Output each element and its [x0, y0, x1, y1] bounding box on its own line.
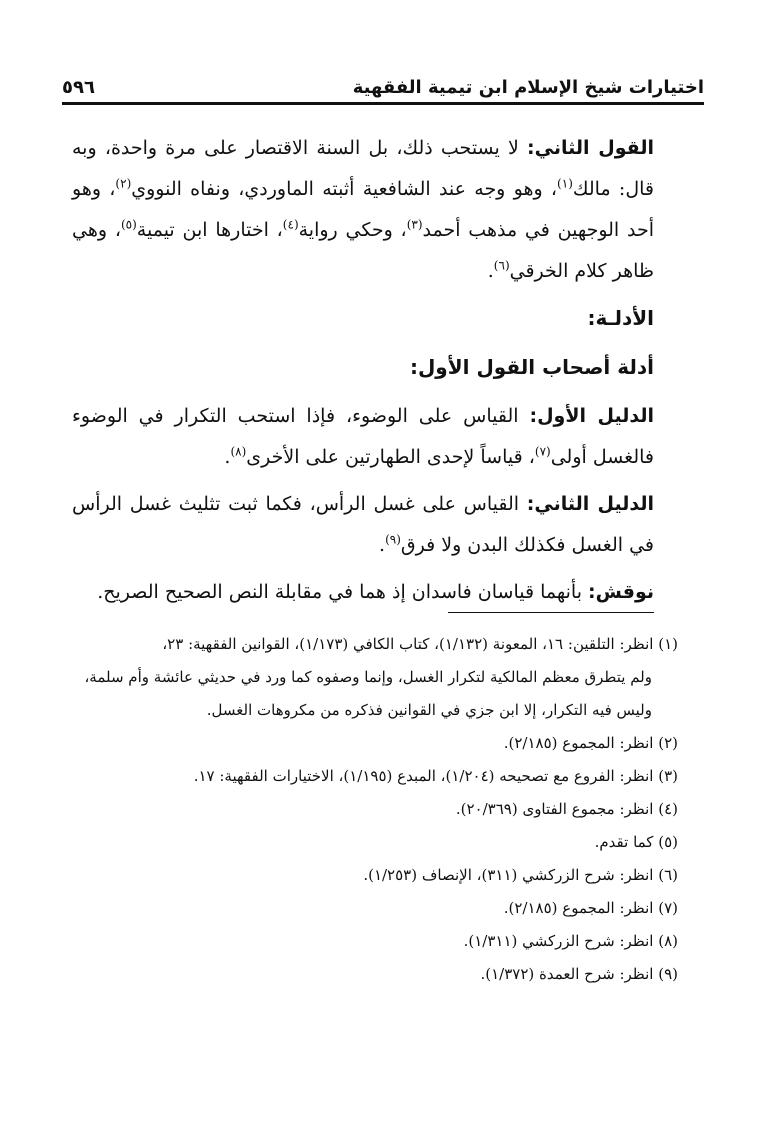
paragraph-label: الدليل الثاني:	[526, 493, 655, 515]
paragraph-label: نوقش:	[588, 581, 654, 603]
footnote-ref: (٧)	[534, 444, 551, 459]
footnote-line: (٣) انظر: الفروع مع تصحيحه (١/٢٠٤)، المبدع (١/١٩٥)، الاختيارات الفقهية: ١٧.	[193, 767, 678, 785]
footnote-line: (٦) انظر: شرح الزركشي (٣١١)، الإنصاف (١/٢٥٣).	[363, 866, 678, 884]
paragraph-text: لا يستحب ذلك، بل السنة الاقتصار على مرة واحدة، وبه قال: مالك	[72, 137, 654, 200]
footnote-line: وليس فيه التكرار، إلا ابن جزي في القوانين فذكره من مكروهات الغسل.	[206, 701, 652, 719]
footnote-line: ولم يتطرق معظم المالكية لتكرار الغسل، وإنما وصفوه كما ورد في حديثي عائشة وأم سلمة،	[84, 668, 652, 686]
footnote-ref: (٣)	[406, 217, 423, 232]
paragraph-text: .	[379, 534, 386, 556]
footnote-line: (٩) انظر: شرح العمدة (١/٣٧٢).	[480, 965, 678, 983]
page-number: ٥٩٦	[62, 77, 95, 98]
paragraph-text: ، وحكي رواية	[298, 219, 407, 241]
footnote-ref: (٤)	[282, 217, 299, 232]
paragraph-first-evidence	[72, 396, 654, 478]
book-title: اختيارات شيخ الإسلام ابن تيمية الفقهية	[352, 77, 704, 98]
footnote-ref: (١)	[557, 176, 573, 191]
section-heading-evidence: الأدلـة:	[587, 306, 654, 330]
footnote-divider	[448, 612, 654, 613]
footnote-ref: (٩)	[385, 532, 401, 547]
paragraph-text: .	[224, 446, 231, 468]
footnote-line: (١) انظر: التلقين: ١٦، المعونة (١/١٣٢)، كتاب الكافي (١/١٧٣)، القوانين الفقهية: ٢٣،	[162, 635, 678, 653]
footnote-line: (٢) انظر: المجموع (٢/١٨٥).	[503, 734, 678, 752]
footnote-line: (٤) انظر: مجموع الفتاوى (٢٠/٣٦٩).	[455, 800, 678, 818]
footnote-ref: (٨)	[230, 444, 247, 459]
paragraph-rebuttal	[72, 572, 654, 613]
paragraph-text: ، اختارها ابن تيمية	[136, 219, 283, 241]
main-text	[72, 128, 654, 619]
paragraph-text: ، وهو وجه عند الشافعية أثبته الماوردي، ونفاه النووي	[131, 178, 558, 200]
footnote-ref: (٥)	[120, 217, 137, 232]
footnote-line: (٨) انظر: شرح الزركشي (١/٣١١).	[463, 932, 678, 950]
footnote-ref: (٦)	[493, 258, 510, 273]
footnote-line: (٥) كما تقدم.	[594, 833, 678, 851]
paragraph-text: ، قياساً لإحدى الطهارتين على الأخرى	[246, 446, 535, 468]
footnote-line: (٧) انظر: المجموع (٢/١٨٥).	[503, 899, 678, 917]
paragraph-label: الدليل الأول:	[529, 405, 654, 427]
paragraph-second-evidence	[72, 484, 654, 566]
paragraph-text: ، وهو أحد الوجهين في مذهب أحمد	[72, 178, 655, 241]
paragraph-text: القياس على الوضوء، فإذا استحب التكرار في الوضوء فالغسل أولى	[72, 405, 654, 468]
subheading-first-opinion-evidence: أدلة أصحاب القول الأول:	[409, 355, 654, 379]
paragraph-text: القياس على غسل الرأس، فكما ثبت تثليث غسل الرأس في الغسل فكذلك البدن ولا فرق	[72, 493, 654, 556]
paragraph-second-opinion	[72, 128, 654, 292]
paragraph-text: .	[487, 260, 494, 282]
footnote-ref: (٢)	[115, 176, 132, 191]
paragraph-text: ، وهي ظاهر كلام الخرقي	[72, 219, 654, 282]
footnotes	[72, 628, 678, 991]
paragraph-text: بأنهما قياسان فاسدان إذ هما في مقابلة النص الصحيح الصريح.	[97, 581, 589, 603]
paragraph-label: القول الثاني:	[527, 137, 654, 159]
running-header	[62, 64, 704, 105]
